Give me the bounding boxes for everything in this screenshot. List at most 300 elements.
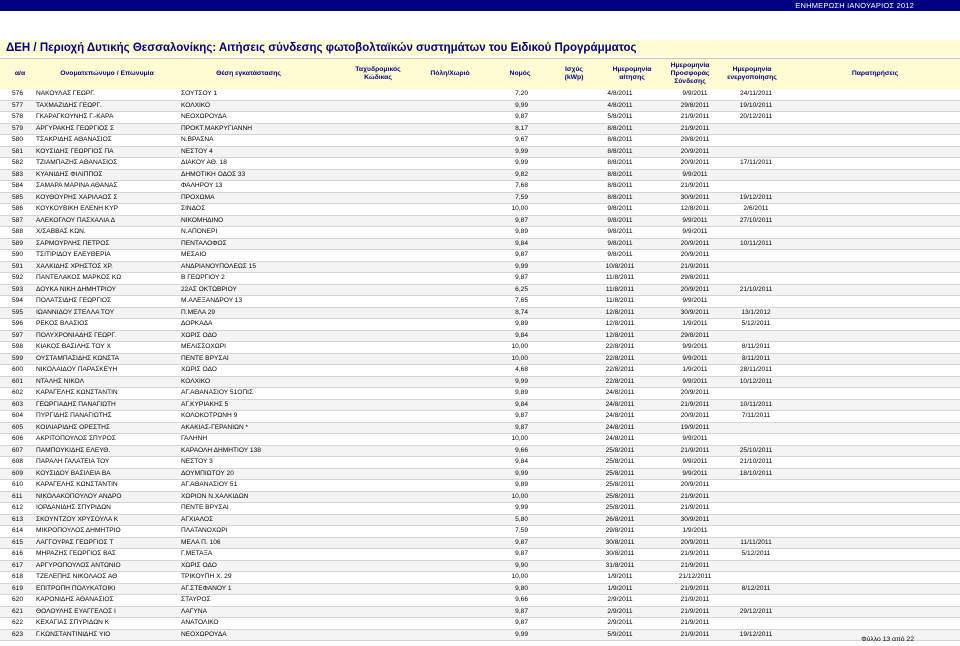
row-offer-date: 21/9/2011: [680, 630, 710, 638]
row-power: 9,87: [515, 113, 528, 120]
row-position: ΝΕΟΧΩΡΟΥΔΑ: [181, 630, 227, 638]
row-offer-date: 29/8/2011: [680, 101, 710, 109]
row-offer-date: 21/9/2011: [680, 182, 710, 189]
row-power: 10,00: [511, 492, 528, 500]
col-header-notes: Παρατηρήσεις: [851, 70, 899, 77]
row-position: ΛΑΓΥΝΑ: [181, 607, 207, 615]
row-power: 9,87: [515, 619, 528, 626]
row-request-date: 30/8/2011: [605, 550, 635, 557]
row-position: ΚΟΛΧΙΚΟ: [181, 101, 211, 109]
row-number: 595: [12, 308, 24, 316]
row-power: 9,87: [515, 274, 528, 281]
row-activation-date: 8/12/2011: [741, 584, 771, 592]
table-row: [0, 250, 960, 262]
row-name: ΣΑΡΜΟΥΡΛΗΣ ΠΕΤΡΟΣ: [36, 239, 110, 247]
row-power: 6,25: [515, 285, 528, 293]
row-number: 606: [12, 435, 24, 442]
row-number: 619: [12, 584, 24, 592]
row-activation-date: 19/10/2011: [739, 101, 773, 109]
table-row: [0, 124, 960, 136]
row-number: 590: [12, 251, 24, 258]
row-activation-date: 13/1/2012: [741, 308, 771, 316]
row-request-date: 25/8/2011: [605, 469, 635, 477]
row-name: Γ.ΚΩΝΣΤΑΝΤΙΝΙΔΗΣ ΥΙΟ: [36, 630, 111, 638]
row-position: ΦΑΛΗΡΟΥ 13: [181, 182, 223, 189]
row-position: ΧΩΡΙΣ ΟΔΟ: [181, 366, 217, 373]
row-offer-date: 9/9/2011: [682, 377, 708, 385]
row-offer-date: 20/9/2011: [680, 147, 710, 155]
table-row: [0, 503, 960, 515]
row-power: 9,90: [515, 561, 528, 569]
row-request-date: 9/8/2011: [607, 239, 633, 247]
row-number: 585: [12, 193, 24, 201]
row-number: 623: [12, 630, 24, 638]
row-number: 579: [12, 124, 24, 132]
row-position: ΚΑΡΑΟΛΗ ΔΗΜΗΤΙΟΥ 138: [181, 446, 261, 454]
table-row: [0, 365, 960, 377]
row-activation-date: 7/11/2011: [741, 412, 771, 419]
row-request-date: 2/9/2011: [607, 607, 633, 615]
row-activation-date: 20/12/2011: [739, 113, 773, 120]
row-name: ΠΟΛΑΤΣΙΔΗΣ ΓΕΩΡΓΙΟΣ: [36, 297, 112, 304]
row-number: 584: [12, 182, 24, 189]
table-row: [0, 411, 960, 423]
row-request-date: 25/8/2011: [605, 446, 635, 454]
row-name: ΙΩΑΝΝΙΔΟΥ ΣΤΕΛΛΑ ΤΟΥ: [36, 308, 115, 316]
row-number: 603: [12, 400, 24, 408]
row-number: 609: [12, 469, 24, 477]
table-row: [0, 216, 960, 228]
row-number: 602: [12, 389, 24, 396]
row-offer-date: 9/9/2011: [682, 297, 708, 304]
row-number: 614: [12, 527, 24, 534]
table-row: [0, 273, 960, 285]
row-number: 612: [12, 504, 24, 511]
table-row: [0, 618, 960, 630]
row-name: ΣΚΟΥΝΤΖΟΥ ΧΡΥΣΟΥΛΑ Κ: [36, 515, 119, 523]
row-activation-date: 17/11/2011: [739, 159, 773, 166]
row-position: ΧΩΡΙΟΝ Ν.ΧΑΛΚΙΔΩΝ: [181, 492, 249, 500]
row-power: 9,99: [515, 377, 528, 385]
row-power: 9,87: [515, 251, 528, 258]
row-name: ΝΙΚΟΛΑΙΔΟΥ ΠΑΡΑΣΚΕΥΗ: [36, 366, 118, 373]
row-position: ΤΡΙΚΟΥΠΗ Χ. 29: [181, 573, 232, 580]
table-row: [0, 193, 960, 205]
row-offer-date: 20/9/2011: [680, 159, 710, 166]
row-offer-date: 19/9/2011: [680, 423, 710, 431]
row-offer-date: 1/9/2011: [682, 320, 708, 327]
row-request-date: 29/8/2011: [605, 527, 635, 534]
row-offer-date: 29/8/2011: [680, 136, 710, 143]
row-power: 9,84: [515, 400, 528, 408]
row-position: ΑΝΔΡΙΑΝΟΥΠΟΛΕΩΣ 15: [181, 262, 257, 270]
row-power: 9,87: [515, 607, 528, 615]
row-position: ΜΕΛΑ Π. 106: [181, 538, 221, 546]
row-power: 9,66: [515, 596, 528, 603]
row-name: ΓΕΩΡΓΙΑΔΗΣ ΠΑΝΑΓΙΩΤΗ: [36, 400, 116, 408]
row-activation-date: 19/12/2011: [739, 193, 773, 201]
row-name: ΚΑΡΟΝΙΔΗΣ ΑΘΑΝΑΣΙΟΣ: [36, 596, 114, 603]
row-offer-date: 1/9/2011: [682, 527, 708, 534]
row-name: ΠΑΝΤΕΛΑΚΟΣ ΜΑΡΚΟΣ ΚΩ: [36, 274, 122, 281]
row-position: ΔΙΑΚΟΥ ΑΘ. 18: [181, 159, 227, 166]
row-request-date: 22/8/2011: [605, 343, 635, 350]
row-position: Μ.ΑΛΕΞΑΝΔΡΟΥ 13: [181, 297, 243, 304]
row-activation-date: 27/10/2011: [739, 216, 773, 224]
col-header-req-date: Ημερομηνία αίτησης: [612, 66, 652, 81]
row-power: 7,59: [515, 193, 528, 201]
row-offer-date: 9/9/2011: [682, 90, 708, 97]
table-row: [0, 607, 960, 619]
row-request-date: 8/8/2011: [607, 147, 633, 155]
table-row: [0, 446, 960, 458]
table-row: [0, 584, 960, 596]
table-row: [0, 331, 960, 343]
table-row: [0, 388, 960, 400]
row-number: 582: [12, 159, 24, 166]
row-request-date: 24/8/2011: [605, 435, 635, 442]
title-bar: [0, 40, 960, 56]
row-name: ΙΟΡΔΑΝΙΔΗΣ ΣΠΥΡΙΔΩΝ: [36, 504, 111, 511]
row-number: 598: [12, 343, 24, 350]
row-number: 587: [12, 216, 24, 224]
row-number: 576: [12, 90, 24, 97]
row-request-date: 8/8/2011: [607, 159, 633, 166]
row-request-date: 12/8/2011: [605, 308, 635, 316]
row-power: 9,99: [515, 504, 528, 511]
row-name: ΤΖΙΑΜΠΑΖΗΣ ΑΘΑΝΑΣΙΟΣ: [36, 159, 118, 166]
row-request-date: 8/8/2011: [607, 193, 633, 201]
row-offer-date: 21/9/2011: [680, 446, 710, 454]
row-number: 620: [12, 596, 24, 603]
row-request-date: 12/8/2011: [605, 320, 635, 327]
row-power: 9,67: [515, 136, 528, 143]
row-offer-date: 30/9/2011: [680, 193, 710, 201]
row-request-date: 25/8/2011: [605, 458, 635, 465]
row-position: ΑΓ.ΚΥΡΙΑΚΗΣ 5: [181, 400, 229, 408]
row-power: 4,68: [515, 366, 528, 373]
table-row: [0, 89, 960, 101]
table-row: [0, 434, 960, 446]
row-request-date: 22/8/2011: [605, 377, 635, 385]
row-name: ΧΑΛΚΙΔΗΣ ΧΡΗΣΤΟΣ ΧΡ.: [36, 262, 113, 270]
row-name: ΚΥΑΝΙΔΗΣ ΦΙΛΙΠΠΟΣ: [36, 170, 103, 178]
row-position: ΜΕΛΙΣΣΟΧΩΡΙ: [181, 343, 226, 350]
row-offer-date: 21/9/2011: [680, 262, 710, 270]
row-number: 593: [12, 285, 24, 293]
table-row: [0, 170, 960, 182]
row-offer-date: 21/9/2011: [680, 550, 710, 557]
row-offer-date: 9/9/2011: [682, 354, 708, 362]
row-request-date: 24/8/2011: [605, 400, 635, 408]
table-row: [0, 308, 960, 320]
row-offer-date: 21/9/2011: [680, 492, 710, 500]
col-header-city: Πόλη/Χωριό: [430, 70, 470, 77]
row-power: 9,99: [515, 262, 528, 270]
row-request-date: 8/8/2011: [607, 124, 633, 132]
row-number: 580: [12, 136, 24, 143]
row-number: 601: [12, 377, 24, 385]
row-activation-date: 2/6/2011: [743, 205, 769, 212]
row-offer-date: 1/9/2011: [682, 366, 708, 373]
row-name: ΡΕΚΟΣ ΒΛΑΣΙΟΣ: [36, 320, 89, 327]
row-number: 611: [12, 492, 23, 500]
row-request-date: 25/8/2011: [605, 481, 635, 488]
row-name: ΘΟΛΟΥΛΗΣ ΕΥΑΓΓΕΛΟΣ Ι: [36, 607, 116, 615]
table-row: [0, 158, 960, 170]
row-activation-date: 19/12/2011: [739, 630, 773, 638]
row-activation-date: 11/11/2011: [740, 538, 772, 546]
row-position: ΑΓ.ΑΘΑΝΑΣΙΟΥ 51: [181, 481, 238, 488]
row-request-date: 4/8/2011: [607, 101, 633, 109]
row-power: 9,84: [515, 331, 528, 339]
col-header-offer-date: Ημερομηνία Προσφοράς Σύνδεσης: [670, 62, 710, 85]
table-row: [0, 572, 960, 584]
table-row: [0, 377, 960, 389]
table-row: [0, 630, 960, 642]
table-row: [0, 319, 960, 331]
table-row: [0, 469, 960, 481]
row-offer-date: 21/12/2011: [678, 573, 712, 580]
row-request-date: 8/8/2011: [607, 182, 633, 189]
row-position: ΠΡΟΚΤ.ΜΑΚΡΥΓΙΑΝΝΗ: [181, 124, 253, 132]
row-number: 591: [12, 262, 24, 270]
row-offer-date: 21/9/2011: [680, 561, 710, 569]
row-power: 9,89: [515, 389, 528, 396]
row-name: ΝΙΚΟΛΑΚΟΠΟΥΛΟΥ ΑΝΔΡΟ: [36, 492, 122, 500]
row-power: 8,17: [515, 124, 528, 132]
table-row: [0, 101, 960, 113]
row-offer-date: 20/9/2011: [680, 412, 710, 419]
row-request-date: 11/8/2011: [605, 274, 635, 281]
row-request-date: 9/8/2011: [607, 251, 633, 258]
row-position: ΑΓΧΙΑΛΟΣ: [181, 515, 214, 523]
row-offer-date: 20/9/2011: [680, 251, 710, 258]
row-position: ΠΕΝΤΑΛΟΦΟΣ: [181, 239, 227, 247]
row-request-date: 26/8/2011: [605, 515, 635, 523]
row-name: Χ/ΣΑΒΒΑΣ ΚΩΝ.: [36, 228, 86, 235]
row-name: ΓΚΑΡΑΓΚΟΥΝΗΣ Γ.-ΚΑΡΑ: [36, 113, 114, 120]
row-position: ΚΟΛΟΚΟΤΡΩΝΗ 9: [181, 412, 238, 419]
row-power: 8,74: [515, 308, 528, 316]
row-request-date: 24/8/2011: [605, 389, 635, 396]
table-row: [0, 457, 960, 469]
row-offer-date: 21/9/2011: [680, 607, 710, 615]
table-row: [0, 549, 960, 561]
row-offer-date: 30/9/2011: [680, 308, 710, 316]
row-power: 10,00: [511, 343, 528, 350]
row-position: ΝΕΟΧΩΡΟΥΔΑ: [181, 113, 227, 120]
row-position: ΝΙΚΟΜΗΔΙΝΟ: [181, 216, 224, 224]
row-name: ΠΑΡΑΛΗ ΓΑΛΑΤΕΙΑ ΤΟΥ: [36, 458, 110, 465]
row-request-date: 24/8/2011: [605, 412, 635, 419]
row-position: Β ΓΕΩΡΓΙΟΥ 2: [181, 274, 225, 281]
row-offer-date: 21/9/2011: [680, 619, 710, 626]
row-request-date: 11/8/2011: [605, 285, 635, 293]
row-number: 604: [12, 412, 24, 419]
row-position: ΠΛΑΤΑΝΟΧΩΡΙ: [181, 527, 228, 534]
row-request-date: 30/8/2011: [605, 538, 635, 546]
row-power: 7,59: [515, 527, 528, 534]
row-power: 9,87: [515, 538, 528, 546]
row-name: ΛΑΓΓΟΥΡΑΣ ΓΕΩΡΓΙΟΣ Τ: [36, 538, 114, 546]
row-request-date: 11/8/2011: [605, 297, 635, 304]
row-power: 9,89: [515, 320, 528, 327]
table-row: [0, 285, 960, 297]
col-header-prefecture: Νομός: [509, 70, 531, 77]
table-row: [0, 112, 960, 124]
row-number: 577: [12, 101, 24, 109]
row-name: ΚΑΡΑΓΕΛΗΣ ΚΩΝΣΤΑΝΤΙΝ: [36, 481, 118, 488]
row-power: 7,20: [515, 90, 528, 97]
row-name: ΑΚΡΙΤΟΠΟΥΛΟΣ ΣΠΥΡΟΣ: [36, 435, 116, 442]
row-name: ΠΑΜΠΟΥΚΙΔΗΣ ΕΛΕΥΘ.: [36, 446, 111, 454]
row-activation-date: 10/12/2011: [739, 377, 773, 385]
row-request-date: 2/9/2011: [607, 596, 633, 603]
table-row: [0, 526, 960, 538]
row-offer-date: 20/9/2011: [680, 239, 710, 247]
top-banner: [0, 0, 960, 11]
row-offer-date: 20/9/2011: [680, 538, 710, 546]
row-power: 10,00: [511, 205, 528, 212]
row-number: 621: [12, 607, 24, 615]
table-row: [0, 227, 960, 239]
row-position: ΜΕΣΑΙΟ: [181, 251, 207, 258]
row-offer-date: 21/9/2011: [680, 596, 710, 603]
row-request-date: 24/8/2011: [605, 423, 635, 431]
col-header-name: Ονοματεπώνυμο / Επωνυμία: [60, 70, 154, 77]
row-activation-date: 24/11/2011: [739, 90, 773, 97]
row-name: ΚΑΡΑΓΕΛΗΣ ΚΩΝΣΤΑΝΤΙΝ: [36, 389, 118, 396]
row-power: 5,80: [515, 515, 528, 523]
row-activation-date: 8/11/2011: [741, 343, 771, 350]
row-power: 9,99: [515, 159, 528, 166]
table-row: [0, 239, 960, 251]
row-position: Ν.ΑΠΟΝΕΡΙ: [181, 228, 218, 235]
row-activation-date: 21/10/2011: [739, 458, 773, 465]
table-row: [0, 515, 960, 527]
row-name: ΕΠΙΤΡΟΠΗ ΠΟΛΥΚΑΤΟΙΚΙ: [36, 584, 116, 592]
row-request-date: 5/8/2011: [607, 113, 633, 120]
row-offer-date: 9/9/2011: [682, 216, 708, 224]
row-number: 592: [12, 274, 24, 281]
col-header-position: Θέση εγκατάστασης: [216, 70, 281, 77]
row-name: ΚΙΑΚΟΣ ΒΑΣΙΛΗΣ ΤΟΥ Χ: [36, 343, 111, 350]
row-number: 597: [12, 331, 24, 339]
table-header: [0, 58, 960, 90]
table-row: [0, 262, 960, 274]
table-row: [0, 296, 960, 308]
row-power: 9,99: [515, 469, 528, 477]
row-power: 9,99: [515, 101, 528, 109]
row-name: ΑΡΓΥΡΟΠΟΥΛΟΣ ΑΝΤΩΝΙΟ: [36, 561, 121, 569]
row-offer-date: 29/8/2011: [680, 274, 710, 281]
row-number: 600: [12, 366, 24, 373]
table-row: [0, 400, 960, 412]
row-activation-date: 8/11/2011: [741, 354, 771, 362]
row-name: ΝΑΚΟΥΛΑΣ ΓΕΩΡΓ.: [36, 90, 95, 97]
row-offer-date: 29/8/2011: [680, 331, 710, 339]
table-row: [0, 342, 960, 354]
row-position: ΠΡΟΧΩΜΑ: [181, 193, 215, 201]
row-number: 599: [12, 354, 24, 362]
row-name: ΝΤΑΛΗΣ ΝΙΚΟΛ: [36, 377, 84, 385]
row-number: 578: [12, 113, 24, 120]
table-row: [0, 147, 960, 159]
col-header-zip: Ταχυδρομικός Κώδικας: [355, 66, 401, 81]
row-name: ΠΟΛΥΧΡΟΝΙΑΔΗΣ ΓΕΩΡΓ.: [36, 331, 117, 339]
row-name: ΚΟΥΣΙΔΟΥ ΒΑΣΙΛΕΙΑ ΒΑ: [36, 469, 111, 477]
row-request-date: 31/8/2011: [605, 561, 635, 569]
row-number: 618: [12, 573, 24, 580]
row-position: Ν.ΒΡΑΣΝΑ: [181, 136, 214, 143]
row-offer-date: 9/9/2011: [682, 435, 708, 442]
row-power: 7,65: [515, 297, 528, 304]
update-date-text: ΕΝΗΜΕΡΩΣΗ ΙΑΝΟΥΑΡΙΟΣ 2012: [795, 1, 914, 10]
row-power: 9,99: [515, 147, 528, 155]
row-activation-date: 29/12/2011: [739, 607, 773, 615]
row-power: 9,84: [515, 239, 528, 247]
row-power: 10,00: [511, 435, 528, 442]
row-name: ΔΟΥΚΑ ΝΙΚΗ ΔΗΜΗΤΡΙΟΥ: [36, 285, 117, 293]
row-number: 586: [12, 205, 24, 212]
row-activation-date: 10/11/2011: [739, 400, 773, 408]
row-offer-date: 9/9/2011: [682, 458, 708, 465]
row-position: ΑΝΑΤΟΛΙΚΟ: [181, 619, 219, 626]
row-power: 9,84: [515, 458, 528, 465]
row-power: 9,66: [515, 446, 528, 454]
row-number: 616: [12, 550, 24, 557]
table-row: [0, 538, 960, 550]
table-row: [0, 423, 960, 435]
row-power: 9,99: [515, 630, 528, 638]
row-request-date: 4/8/2011: [607, 90, 633, 97]
row-power: 9,89: [515, 228, 528, 235]
row-activation-date: 5/12/2011: [741, 320, 771, 327]
row-activation-date: 5/12/2011: [741, 550, 771, 557]
row-name: ΑΛΕΚΟΓΛΟΥ ΠΑΣΧΑΛΙΑ Δ: [36, 216, 116, 224]
row-name: ΜΗΡΑΖΗΣ ΓΕΩΡΓΙΟΣ ΒΑΣ: [36, 550, 116, 557]
row-number: 581: [12, 147, 24, 155]
row-offer-date: 9/9/2011: [682, 469, 708, 477]
row-power: 9,87: [515, 412, 528, 419]
row-position: Π.ΜΕΛΑ 29: [181, 308, 216, 316]
row-power: 9,87: [515, 423, 528, 431]
row-power: 10,00: [511, 573, 528, 580]
row-name: ΚΕΧΑΓΙΑΣ ΣΠΥΡΙΔΩΝ Κ: [36, 619, 110, 626]
row-request-date: 12/8/2011: [605, 331, 635, 339]
row-position: ΚΟΛΧΙΚΟ: [181, 377, 211, 385]
table-row: [0, 181, 960, 193]
row-position: ΓΑΛΗΝΗ: [181, 435, 208, 442]
row-request-date: 8/8/2011: [607, 170, 633, 178]
row-number: 596: [12, 320, 24, 327]
row-position: ΝΕΣΤΟΥ 4: [181, 147, 213, 155]
row-name: ΤΣΙΤΙΡΙΔΟΥ ΕΛΕΥΘΕΡΙΑ: [36, 251, 111, 258]
row-request-date: 9/8/2011: [607, 228, 633, 235]
table-row: [0, 492, 960, 504]
row-power: 9,87: [515, 216, 528, 224]
row-position: ΣΙΝΔΟΣ: [181, 205, 206, 212]
row-power: 9,87: [515, 550, 528, 557]
row-position: ΑΓ.ΣΤΕΦΑΝΟΥ 1: [181, 584, 232, 592]
row-position: ΠΕΝΤΕ ΒΡΥΣΑΙ: [181, 354, 229, 362]
row-power: 9,82: [515, 170, 528, 178]
row-activation-date: 10/11/2011: [739, 239, 773, 247]
row-position: ΔΗΜΟΤΙΚΗ ΟΔΟΣ 33: [181, 170, 246, 178]
row-position: ΣΤΑΥΡΟΣ: [181, 596, 211, 603]
row-number: 588: [12, 228, 24, 235]
